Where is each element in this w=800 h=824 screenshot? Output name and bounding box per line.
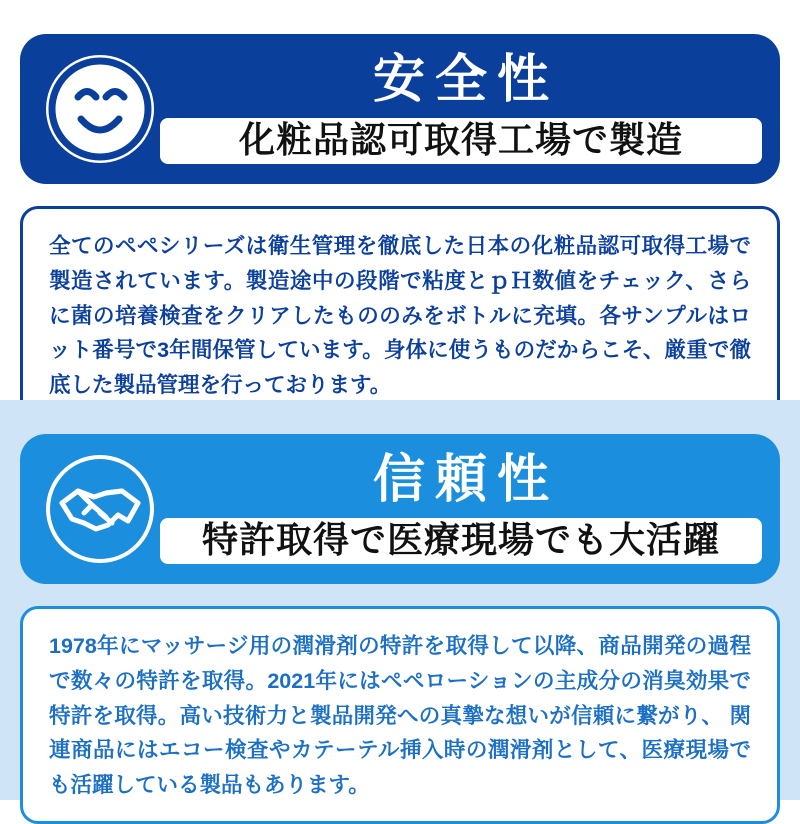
section-trust bbox=[0, 400, 800, 800]
trust-header-band bbox=[20, 434, 780, 584]
safety-subtitle: 化粧品認可取得工場で製造 bbox=[238, 120, 683, 161]
handshake-icon bbox=[48, 457, 152, 561]
trust-subtitle-wrap bbox=[160, 518, 762, 564]
trust-body-text: 1978年にマッサージ用の潤滑剤の特許を取得して以降、商品開発の過程で数々の特許を取得。2021年にはペペローションの主成分の消臭効果で特許を取得。高い技術力と製品開発への真摯な想いが信頼に繋がり、 関連商品にはエコー検査やカテーテル挿入時の潤滑剤として、医療現場でも活躍している製品もあります。 bbox=[49, 634, 751, 798]
safety-body-text: 全てのペペシリーズは衛生管理を徹底した日本の化粧品認可取得工場で製造されています。製造途中の段階で粘度とｐＨ数値をチェック、さらに菌の培養検査をクリアしたもののみをボトルに充填。各サンプルはロット番号で3年間保管しています。身体に使うものだからこそ、厳重で徹底した製品管理を行っております。 bbox=[49, 234, 751, 398]
safety-title: 安全性 bbox=[372, 51, 559, 109]
trust-badge bbox=[46, 455, 154, 563]
trust-body-card bbox=[20, 606, 780, 824]
safety-header-band bbox=[20, 34, 780, 184]
section-safety bbox=[0, 0, 800, 400]
safety-body-card bbox=[20, 206, 780, 424]
safety-badge bbox=[46, 55, 154, 163]
trust-header-texts bbox=[160, 451, 762, 565]
trust-subtitle: 特許取得で医療現場でも大活躍 bbox=[201, 520, 720, 561]
safety-subtitle-wrap bbox=[160, 118, 762, 164]
smiling-face-icon bbox=[48, 57, 152, 161]
safety-header-texts bbox=[160, 51, 762, 165]
trust-title: 信頼性 bbox=[372, 451, 559, 509]
